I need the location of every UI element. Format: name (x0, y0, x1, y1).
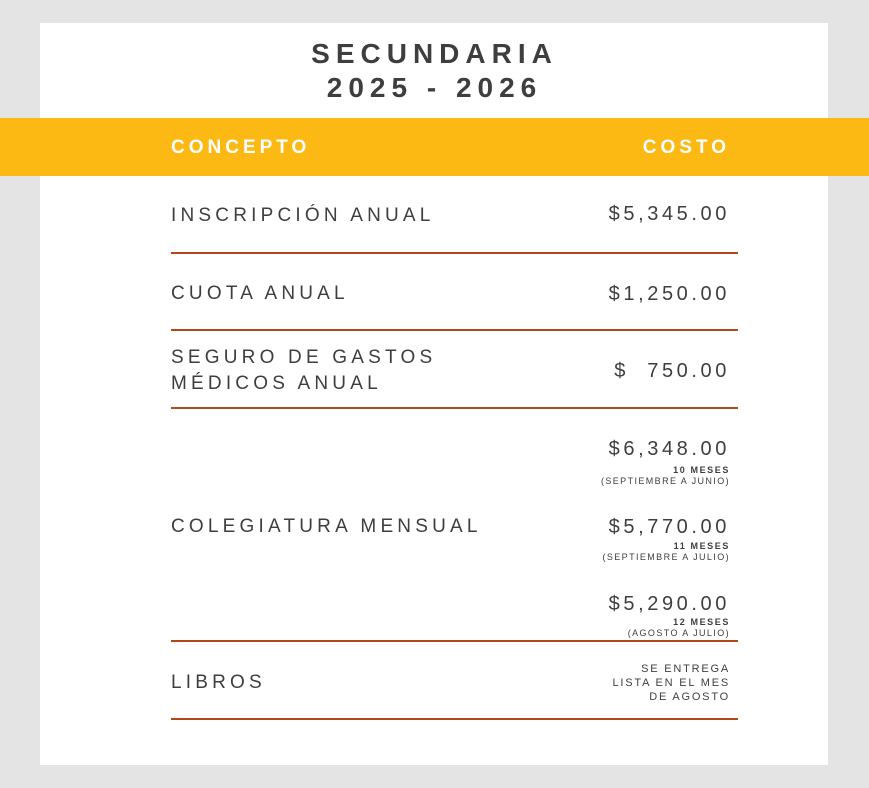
libros-note-line-1: SE ENTREGA (641, 663, 730, 675)
table-header-band (0, 118, 869, 176)
libros-note-line-3: DE AGOSTO (649, 691, 730, 703)
row-divider (171, 718, 738, 720)
libros-note-line-2: LISTA EN EL MES (612, 677, 730, 689)
libros-note (550, 662, 730, 704)
row-divider (171, 407, 738, 409)
colegiatura-12-period: (AGOSTO A JULIO) (627, 628, 730, 638)
title-line-1: SECUNDARIA (311, 38, 558, 69)
cost-colegiatura-11: $5,770.00 (608, 516, 730, 538)
colegiatura-11-months: 11 MESES (673, 541, 730, 551)
cost-colegiatura-10: $6,348.00 (608, 438, 730, 460)
row-divider (171, 252, 738, 254)
title-line-2: 2025 - 2026 (326, 72, 543, 103)
concept-inscripcion: INSCRIPCIÓN ANUAL (171, 205, 435, 226)
concept-seguro-line-1: SEGURO DE GASTOS (171, 347, 437, 368)
colegiatura-11-period: (SEPTIEMBRE A JULIO) (602, 552, 730, 562)
column-header-cost: COSTO (642, 137, 730, 158)
colegiatura-12-months: 12 MESES (673, 617, 730, 627)
concept-libros: LIBROS (171, 672, 266, 693)
cost-colegiatura-12: $5,290.00 (608, 593, 730, 615)
row-divider (171, 640, 738, 642)
column-header-concept: CONCEPTO (171, 137, 311, 158)
cost-cuota: $1,250.00 (608, 283, 730, 305)
concept-cuota: CUOTA ANUAL (171, 283, 349, 304)
colegiatura-10-months: 10 MESES (673, 465, 730, 475)
concept-colegiatura: COLEGIATURA MENSUAL (171, 516, 482, 537)
row-divider (171, 329, 738, 331)
cost-seguro: $ 750.00 (614, 360, 730, 382)
colegiatura-10-detail (530, 465, 730, 487)
colegiatura-10-period: (SEPTIEMBRE A JUNIO) (600, 476, 730, 486)
colegiatura-11-detail (530, 541, 730, 563)
concept-seguro-line-2: MÉDICOS ANUAL (171, 373, 382, 394)
colegiatura-12-detail (530, 617, 730, 639)
page-title (0, 37, 869, 105)
cost-inscripcion: $5,345.00 (608, 203, 730, 225)
